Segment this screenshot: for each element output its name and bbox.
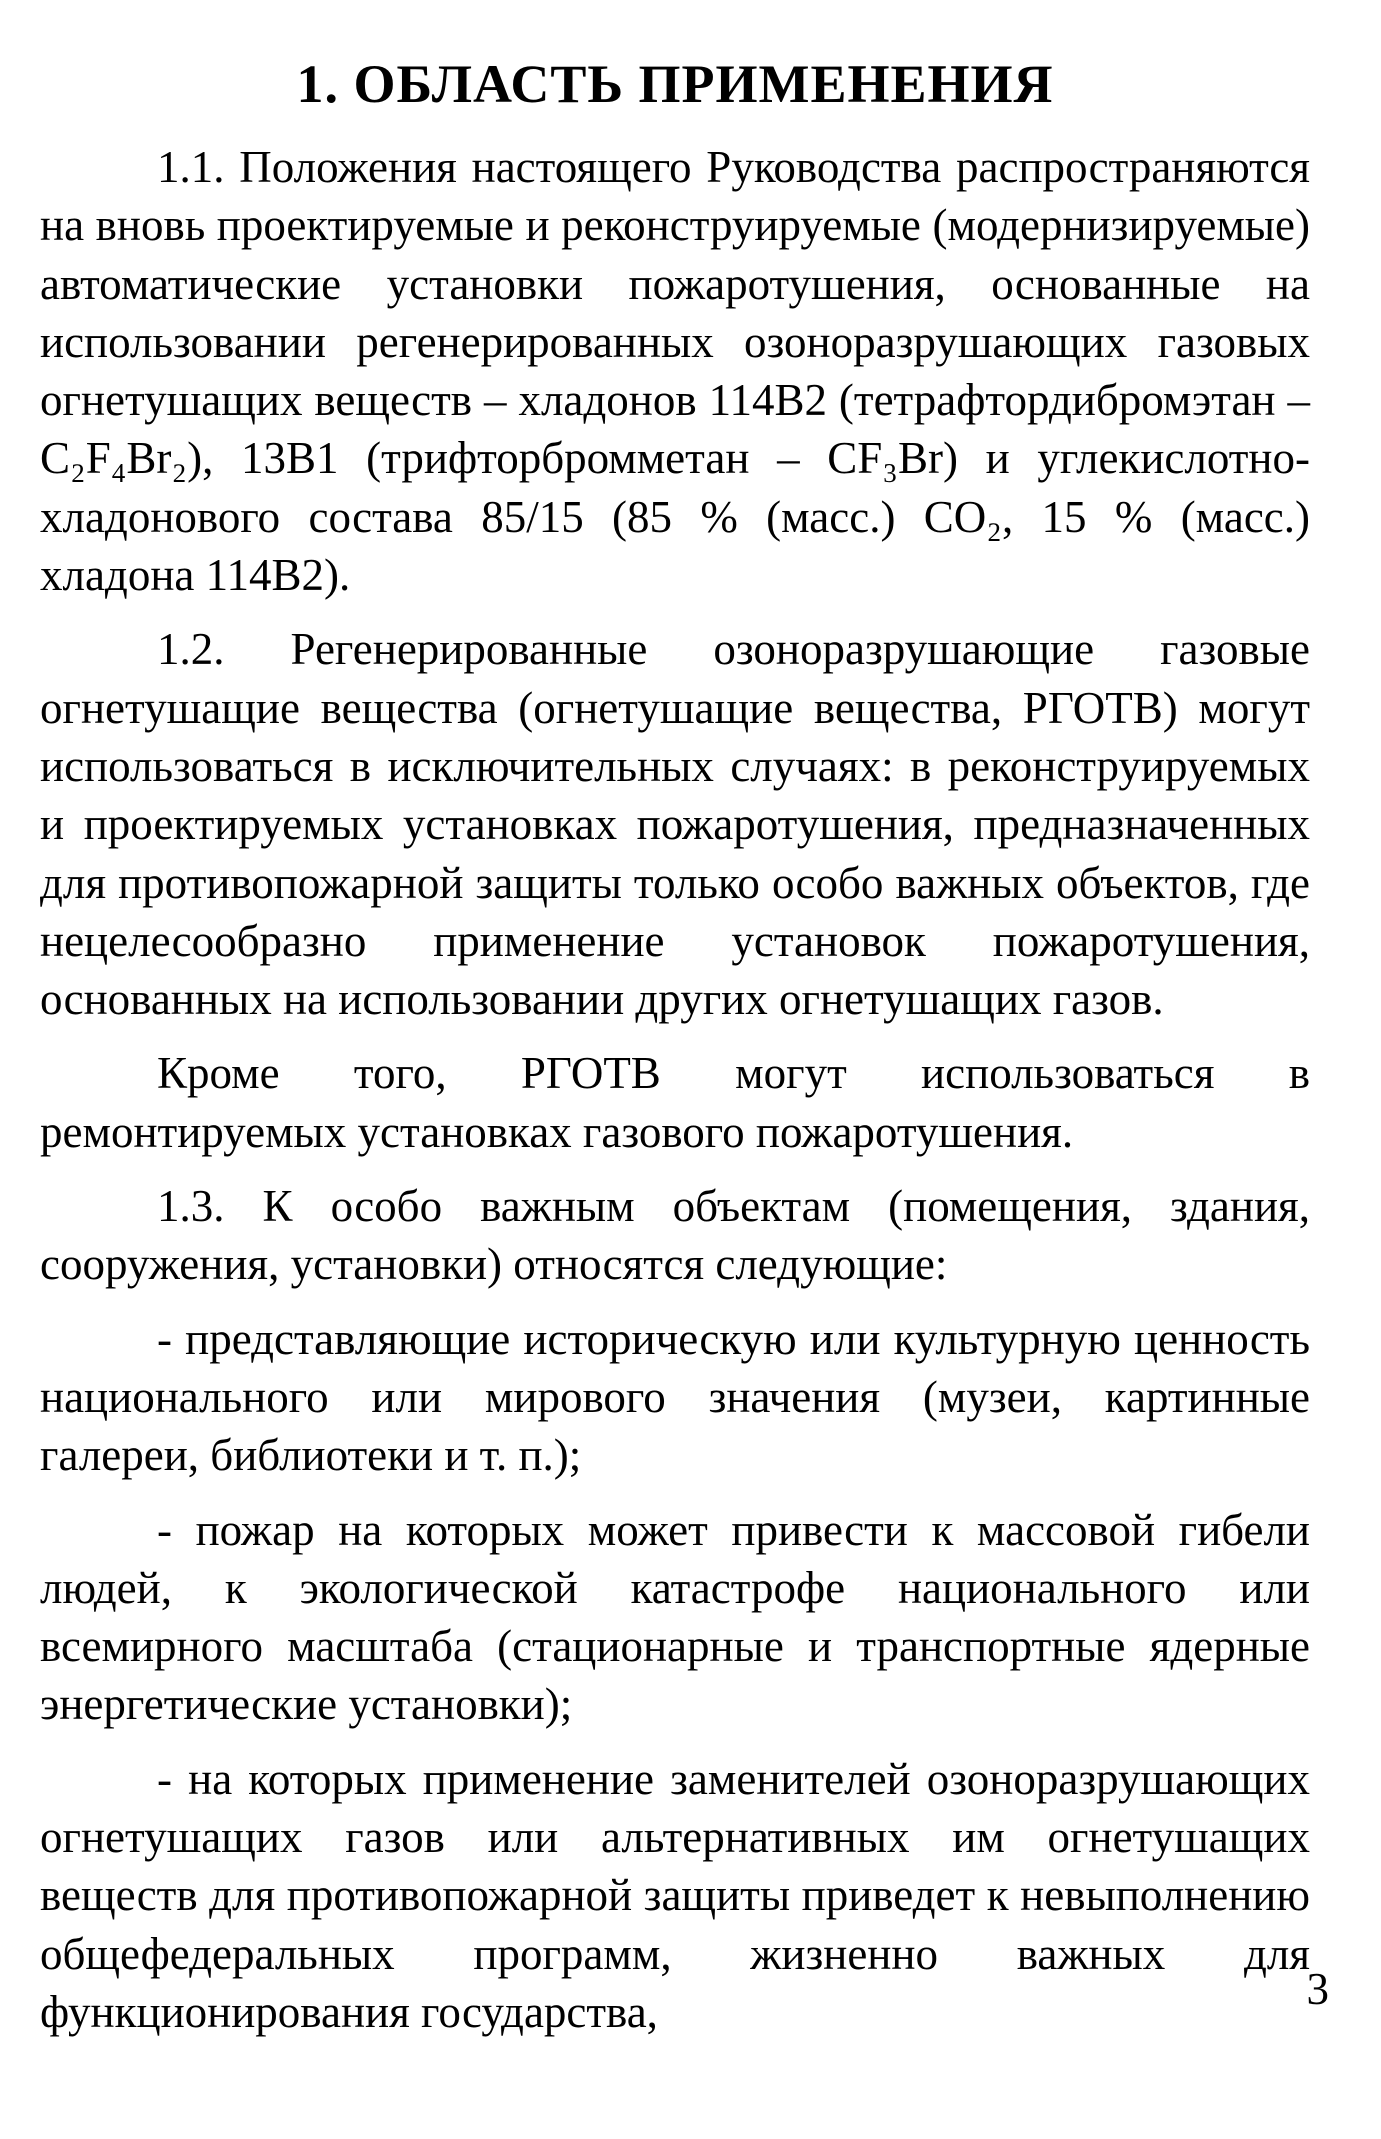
paragraph-additional: Кроме того, РГОТВ могут использоваться в ремонтируемых установках газового пожаротушения.	[40, 1048, 1310, 1157]
page-number: 3	[1306, 1964, 1329, 2014]
paragraph-1-1: 1.1. Положения настоящего Руководства распространяются на вновь проектируемые и реконструируемые (модернизируемые) автоматические установки пожаротушения, основанные на использовании регенерированных озоноразрушающих газовых огнетушащих веществ – хладонов 114В2 (тетрафтордибромэтан – C₂F₄Br₂), 13В1 (трифторбромметан – CF₃Br) и углекислотно-хладонового состава 85/15 (85 % (масс.) CO₂, 15 % (масс.) хладона 114В2).	[40, 142, 1310, 601]
list-item-historical: - представляющие историческую или культурную ценность национального или мирового значения (музеи, картинные галереи, библиотеки и т. п.);	[40, 1313, 1310, 1481]
list-item-mass-casualty: - пожар на которых может привести к массовой гибели людей, к экологической катастрофе национального или всемирного масштаба (стационарные и транспортные ядерные энергетические установки);	[40, 1504, 1310, 1730]
paragraph-1-3: 1.3. К особо важным объектам (помещения, здания, сооружения, установки) относятся следующие:	[40, 1181, 1310, 1290]
paragraph-1-2: 1.2. Регенерированные озоноразрушающие газовые огнетушащие вещества (огнетушащие вещества, РГОТВ) могут использоваться в исключительных случаях: в реконструируемых и проектируемых установках пожаротушения, предназначенных для противопожарной защиты только особо важных объектов, где нецелесообразно применение установок пожаротушения, основанных на использовании других огнетушащих газов.	[40, 624, 1310, 1025]
document-page	[40, 52, 1310, 2041]
section-title: 1. ОБЛАСТЬ ПРИМЕНЕНИЯ	[296, 54, 1054, 114]
list-item-federal-programs: - на которых применение заменителей озоноразрушающих огнетушащих газов или альтернативных им огнетушащих веществ для противопожарной защиты приведет к невыполнению общефедеральных программ, жизненно важных для функционирования государства,	[40, 1753, 1310, 2037]
